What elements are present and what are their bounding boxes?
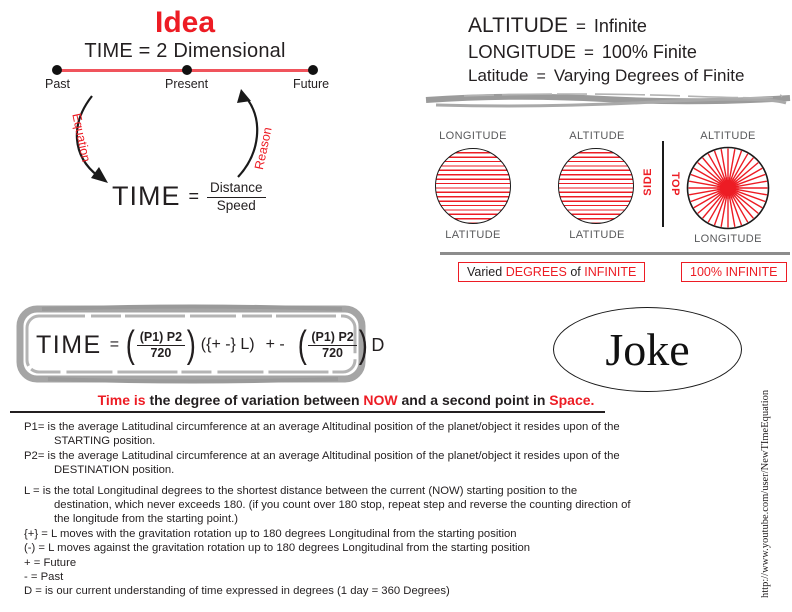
top-label: TOP — [669, 172, 681, 196]
principles-block — [468, 14, 744, 89]
globe3-bottom-label: LONGITUDE — [694, 233, 762, 245]
time-main-equation — [36, 322, 384, 368]
statement-red: Time is — [97, 392, 146, 408]
principle-value: 100% Finite — [601, 42, 697, 62]
joke-oval — [553, 307, 742, 392]
statement-red: Space. — [549, 392, 595, 408]
definition-line: destination, which never exceeds 180. (if you count over 180 stop, repeat step and reverse the counting direction of — [54, 499, 631, 512]
globe1-bottom-label: LATITUDE — [445, 229, 501, 241]
fraction-denominator: Speed — [216, 197, 256, 213]
statement-black: the degree of variation between — [145, 392, 364, 408]
distance-speed-fraction — [207, 180, 266, 213]
l-term: ({+ -} L) — [200, 336, 255, 353]
badge-text-red: INFINITE — [584, 265, 637, 279]
side-label: SIDE — [642, 168, 654, 196]
globe1-top-label: LONGITUDE — [439, 130, 507, 142]
globes-underline-rule — [440, 252, 790, 255]
globe3-top-label: ALTITUDE — [700, 130, 756, 142]
definition-line: P2= is the average Latitudinal circumference at an average Altitudinal position of the planet/object it resides upon of the — [24, 449, 620, 462]
close-paren: ) — [358, 323, 368, 366]
principle-value: Varying Degrees of Finite — [553, 66, 745, 85]
timeline-label-past: Past — [45, 77, 71, 91]
fraction-numerator: (P1) P2 — [308, 330, 356, 346]
idea-title: Idea — [154, 6, 216, 39]
varied-degrees-badge — [458, 262, 645, 282]
brush-stroke-divider — [424, 90, 792, 112]
p1p2-fraction — [308, 330, 356, 361]
open-paren: ( — [297, 323, 307, 366]
definition-line: + = Future — [24, 556, 77, 569]
principle-eq: = — [536, 68, 546, 85]
plus-minus-operator: + - — [265, 336, 285, 353]
definition-line: L = is the total Longitudinal degrees to the shortest distance between the current (NOW) starting position to the — [24, 484, 578, 497]
badge-text-black: of — [570, 265, 581, 279]
globe2-top-label: ALTITUDE — [569, 130, 625, 142]
fraction-numerator: Distance — [207, 180, 266, 198]
principle-latitude — [468, 66, 744, 86]
statement-underline-rule — [10, 411, 605, 413]
reason-arrow-label: Reason — [252, 125, 275, 171]
main-eq-lhs: TIME — [36, 330, 102, 359]
equals-sign: = — [188, 186, 200, 207]
youtube-url-vertical: http://www.youtube.com/user/NewTImeEquation — [760, 389, 771, 598]
definition-line: D = is our current understanding of time expressed in degrees (1 day = 360 Degrees) — [24, 585, 450, 598]
time-definition-statement — [36, 392, 656, 408]
definition-line: - = Past — [24, 571, 64, 584]
globe2-striped — [558, 148, 634, 224]
statement-black: and a second point in — [397, 392, 550, 408]
side-top-divider — [662, 141, 664, 227]
definition-line: (-) = L moves against the gravitation rotation up to 180 degrees Longitudinal from the starting position — [24, 542, 531, 555]
badge-text-red: DEGREES — [505, 265, 567, 279]
definition-line: {+} = L moves with the gravitation rotation up to 180 degrees Longitudinal from the starting position — [24, 527, 517, 540]
principle-altitude — [468, 14, 744, 38]
definitions-list — [24, 420, 724, 599]
definition-line: the longitude from the starting point.) — [54, 513, 238, 526]
principle-eq: = — [575, 17, 586, 36]
definition-line: P1= is the average Latitudinal circumference at an average Altitudinal position of the planet/object it resides upon of the — [24, 421, 620, 433]
badge-text-black: Varied — [467, 265, 503, 279]
p1p2-fraction — [137, 330, 185, 361]
statement-red: NOW — [363, 392, 398, 408]
globe1-striped — [435, 148, 511, 224]
principle-value: Infinite — [593, 16, 647, 36]
infinite-badge — [681, 262, 787, 282]
globe3-starburst — [685, 145, 771, 231]
fraction-numerator: (P1) P2 — [137, 330, 185, 346]
principle-term: ALTITUDE — [468, 14, 568, 37]
time-lhs: TIME — [112, 181, 181, 212]
fraction-denominator: 720 — [150, 346, 172, 360]
definition-line: DESTINATION position. — [54, 464, 175, 477]
principle-longitude — [468, 41, 744, 63]
principle-term: LONGITUDE — [468, 41, 576, 62]
open-paren: ( — [125, 323, 135, 366]
definition-line: STARTING position. — [54, 435, 156, 448]
badge-text-red: 100% INFINITE — [690, 265, 778, 279]
idea-subtitle: TIME = 2 Dimensional — [84, 40, 286, 62]
time-distance-speed-equation — [112, 180, 266, 213]
principle-eq: = — [583, 43, 594, 62]
timeline-label-present: Present — [165, 77, 209, 91]
equation-arrow-label: Equation — [69, 112, 94, 164]
main-eq-equals: = — [109, 336, 120, 353]
d-term: D — [371, 334, 385, 355]
close-paren: ) — [186, 323, 196, 366]
fraction-denominator: 720 — [322, 346, 343, 360]
timeline-label-future: Future — [293, 77, 330, 91]
principle-term: Latitude — [468, 66, 529, 85]
joke-label: Joke — [605, 324, 690, 375]
globe2-bottom-label: LATITUDE — [569, 229, 625, 241]
